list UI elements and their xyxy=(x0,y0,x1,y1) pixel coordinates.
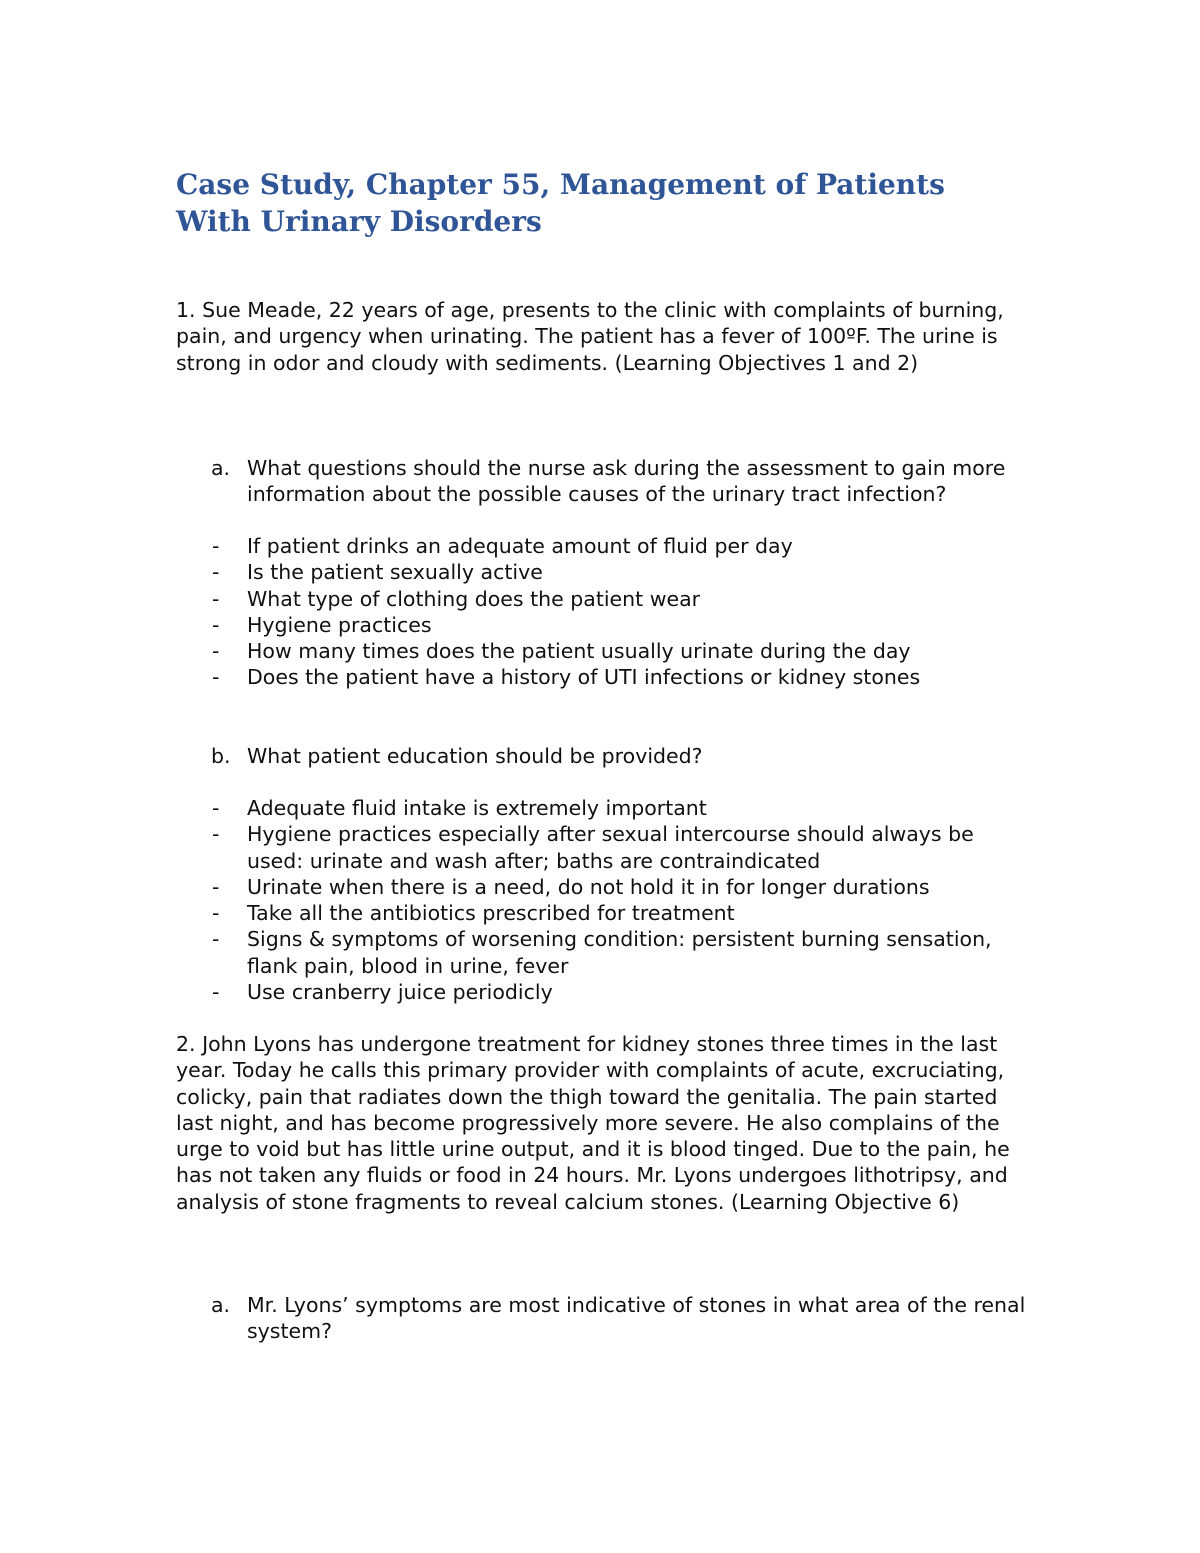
list-item xyxy=(176,638,1036,664)
dash-bullet: - xyxy=(212,586,220,611)
question-text: Mr. Lyons’ symptoms are most indicative of stones in what area of the renal system? xyxy=(247,1293,1026,1344)
answer-text: Urinate when there is a need, do not hold it in for longer durations xyxy=(247,874,930,899)
list-item xyxy=(176,612,1036,638)
question-marker: b. xyxy=(211,744,231,768)
dash-bullet: - xyxy=(212,901,220,926)
question-text: What patient education should be provided? xyxy=(247,744,703,768)
dash-bullet: - xyxy=(212,796,220,820)
question-text: What questions should the nurse ask during the assessment to gain more information about the possible causes of the urinary tract infection? xyxy=(247,456,1006,507)
answer-text: How many times does the patient usually urinate during the day xyxy=(247,639,911,664)
dash-bullet: - xyxy=(212,980,220,1005)
case-2-description: 2. John Lyons has undergone treatment for kidney stones three times in the last year. Today he calls this primary provider with complaints of acute, excruciating, colicky, pain that radiates down the thigh toward the genitalia. The pain started last night, and has become progressively more severe. He also complains of the urge to void but has little urine output, and it is blood tinged. Due to the pain, he has not taken any fluids or food in 24 hours. Mr. Lyons undergoes lithotripsy, and analysis of stone fragments to reveal calcium stones. (Learning Objective 6) xyxy=(176,1032,1010,1214)
dash-bullet: - xyxy=(212,534,220,558)
dash-bullet: - xyxy=(212,560,220,585)
answer-text: Hygiene practices xyxy=(247,612,432,637)
case-1-description: 1. Sue Meade, 22 years of age, presents to the clinic with complaints of burning, pain, and urgency when urinating. The patient has a fever of 100ºF. The urine is strong in odor and cloudy with sediments. (Learning Objectives 1 and 2) xyxy=(176,298,1004,375)
answer-text: Take all the antibiotics prescribed for treatment xyxy=(247,901,735,926)
list-item xyxy=(176,533,1036,559)
case-1-answers-b xyxy=(176,795,1036,1005)
list-item xyxy=(176,664,1036,690)
list-item xyxy=(176,900,1036,926)
list-item xyxy=(176,926,1036,979)
list-item xyxy=(176,586,1036,612)
document-title: Case Study, Chapter 55, Management of Patients With Urinary Disorders xyxy=(176,168,945,238)
answer-text: Is the patient sexually active xyxy=(247,560,543,585)
dash-bullet: - xyxy=(212,822,220,847)
answer-text: What type of clothing does the patient wear xyxy=(247,586,701,611)
dash-bullet: - xyxy=(212,927,220,952)
dash-bullet: - xyxy=(212,665,220,690)
dash-bullet: - xyxy=(212,612,220,637)
case-1-question-b xyxy=(176,743,1036,769)
question-marker: a. xyxy=(211,1293,231,1317)
answer-text: Signs & symptoms of worsening condition: persistent burning sensation, flank pain, blood in urine, fever xyxy=(247,927,992,978)
list-item xyxy=(176,979,1036,1005)
question-marker: a. xyxy=(211,456,231,480)
answer-text: If patient drinks an adequate amount of fluid per day xyxy=(247,534,793,558)
list-item xyxy=(176,874,1036,900)
answer-text: Does the patient have a history of UTI infections or kidney stones xyxy=(247,665,921,690)
dash-bullet: - xyxy=(212,874,220,899)
answer-text: Adequate fluid intake is extremely important xyxy=(247,796,707,820)
list-item xyxy=(176,559,1036,585)
list-item xyxy=(176,821,1036,874)
dash-bullet: - xyxy=(212,639,220,664)
case-2-question-a xyxy=(176,1292,1036,1345)
case-1-answers-a xyxy=(176,533,1036,691)
case-1-question-a xyxy=(176,455,1036,508)
list-item xyxy=(176,795,1036,821)
answer-text: Hygiene practices especially after sexual intercourse should always be used: urinate and wash after; baths are contraindicated xyxy=(247,822,974,873)
answer-text: Use cranberry juice periodicly xyxy=(247,980,553,1005)
